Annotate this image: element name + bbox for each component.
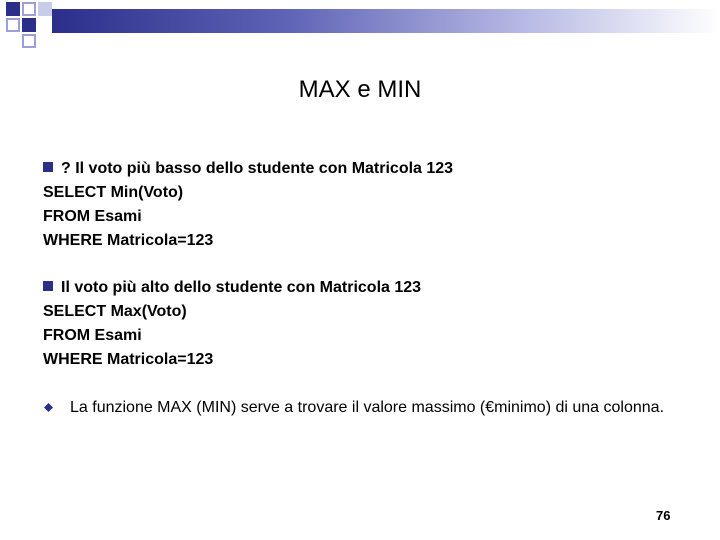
decor-square bbox=[6, 18, 20, 32]
note-paragraph bbox=[44, 398, 684, 418]
query-heading bbox=[43, 276, 421, 300]
sql-line-where: WHERE Matricola=123 bbox=[43, 232, 214, 249]
page-number: 76 bbox=[656, 508, 671, 523]
decor-square bbox=[6, 2, 20, 16]
query-heading-text: Il voto più alto dello studente con Matricola 123 bbox=[61, 279, 422, 296]
query-heading bbox=[43, 157, 453, 181]
query-block-max bbox=[43, 276, 421, 372]
decor-square bbox=[22, 34, 36, 48]
decor-square bbox=[38, 2, 52, 16]
square-bullet-icon bbox=[43, 162, 53, 172]
decor-square bbox=[22, 2, 36, 16]
note-text: La funzione MAX (MIN) serve a trovare il valore massimo (€minimo) di una colonna. bbox=[70, 399, 665, 416]
decor-square bbox=[22, 18, 36, 32]
sql-line-select: SELECT Max(Voto) bbox=[43, 303, 187, 320]
sql-line-from: FROM Esami bbox=[43, 327, 142, 344]
diamond-bullet-icon bbox=[44, 403, 53, 412]
square-bullet-icon bbox=[43, 281, 53, 291]
sql-line-from: FROM Esami bbox=[43, 208, 142, 225]
slide-title bbox=[0, 74, 720, 106]
header-gradient-bar bbox=[52, 9, 720, 33]
query-heading-text: ? Il voto più basso dello studente con Matricola 123 bbox=[61, 160, 454, 177]
header-decoration bbox=[0, 0, 720, 48]
sql-line-where: WHERE Matricola=123 bbox=[43, 351, 214, 368]
slide-title-text: MAX e MIN bbox=[298, 76, 422, 103]
sql-line-select: SELECT Min(Voto) bbox=[43, 184, 184, 201]
query-block-min bbox=[43, 157, 453, 253]
